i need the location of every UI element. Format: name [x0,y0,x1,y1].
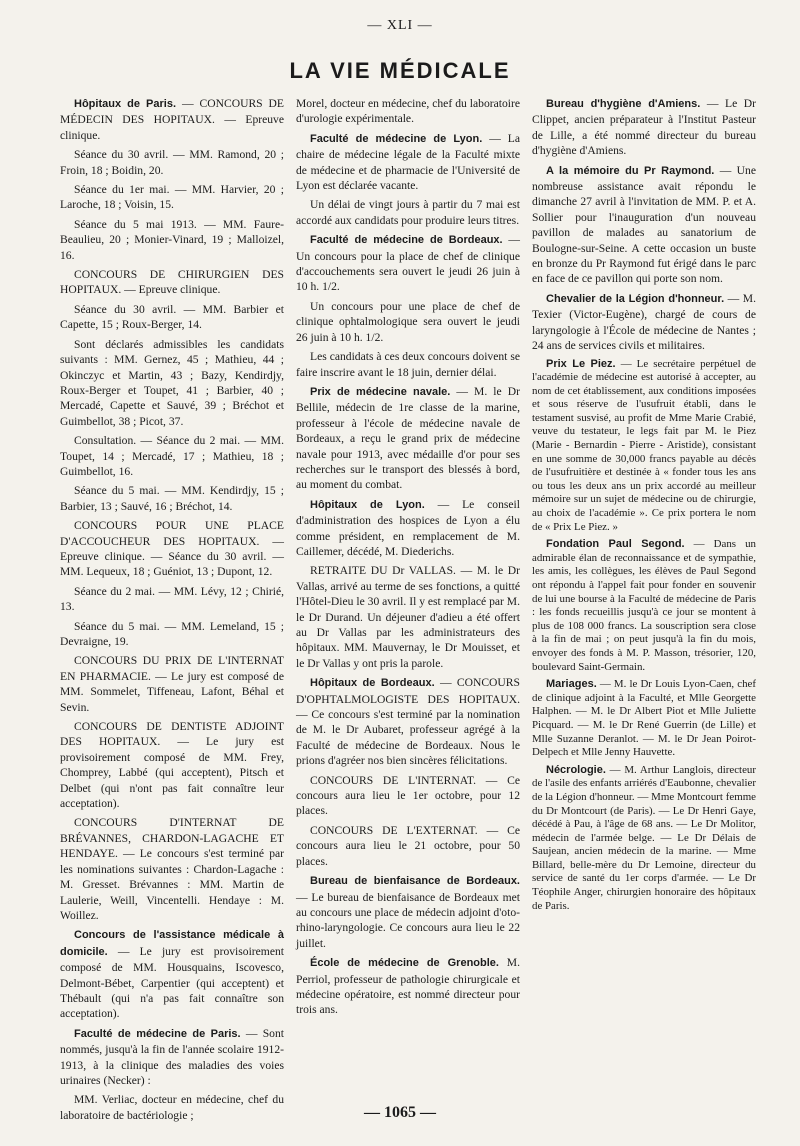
article-text: Un délai de vingt jours à partir du 7 mai est accordé aux candidats pour produire leurs titres. [296,198,520,227]
article-text: — Une nombreuse assistance avait répondu le dimanche 27 avril à l'invitation de MM. P. et A. Sollier pour l'inauguration d'un nouveau pavillon de malades au sanatorium de Boulogne-sur-Seine. A cette occasion un buste en bronze du Pr Raymond fut érigé dans le parc en face de ce pavillon qui porte son nom. [532,163,756,286]
article-text: CONCOURS DU PRIX DE L'INTERNAT EN PHARMACIE. — Le jury est composé de MM. Sommelet, Tiffeneau, Lafont, Béhal et Sevin. [60,654,284,714]
article-heading: A la mémoire du Pr Raymond. [546,164,715,177]
article-heading: Prix Le Piez. [546,357,616,370]
article-text: CONCOURS DE L'INTERNAT. — Ce concours aura lieu le 1er octobre, pour 12 places. [296,773,520,818]
article-paragraph [296,773,520,819]
article-paragraph [60,1026,284,1089]
page-header: — XLI — [367,18,433,33]
article-text: — M. Texier (Victor-Eugène), chargé de cours de laryngologie à l'École de médecine de Nantes ; 24 ans de services civils et militaires. [532,291,756,353]
article-heading: Faculté de médecine de Lyon. [310,132,483,145]
article-text: — M. le Dr Louis Lyon-Caen, chef de clinique adjoint à la Faculté, et Mlle Georgette Halphen. — M. le Dr Albert Piot et Mlle Juliette Picquard. — M. le Dr René Guerrin (de Lille) et Mlle Suzanne Deranlot. — M. le Dr Jean Poirot-Delpech et Mlle Jenny Hauvette. [532,678,756,759]
article-text: CONCOURS DE DENTISTE ADJOINT DES HOPITAUX. — Le jury est provisoirement composé de MM. Frey, Chomprey, Labbé (qui acceptent), Pitsch et Delbet (qui n'ont pas fait connaître leur acceptation). [60,720,284,811]
article-text: — M. le Dr Bellile, médecin de 1re classe de la marine, professeur à l'école de médecine navale de Bordeaux, a reçu le grand prix de médecine navale pour 1913, avec médaille d'or pour ses recherches sur le transport des blessés à bord, au moment du combat. [296,384,520,492]
article-text: — Le jury est provisoirement composé de MM. Housquains, Iscovesco, Delmont-Bébet, Carpentier (qui acceptent) et Thébault (qui n'a pas fait connaître son acceptation). [60,944,284,1021]
article-text: Consultation. — Séance du 2 mai. — MM. Toupet, 14 ; Mercadé, 17 ; Mathieu, 18 ; Guimbellot, 16. [60,434,284,478]
article-paragraph [296,823,520,869]
article-heading: Hôpitaux de Bordeaux. [310,677,435,690]
article-paragraph [60,337,284,429]
article-paragraph [60,815,284,923]
article-heading: Chevalier de la Légion d'honneur. [546,292,725,305]
article-paragraph [296,197,520,228]
article-paragraph [60,302,284,333]
article-paragraph [60,182,284,213]
article-paragraph [532,358,756,535]
article-heading: Mariages. [546,678,597,691]
article-heading: École de médecine de Grenoble. [310,957,499,970]
article-paragraph [532,291,756,354]
article-text: Séance du 30 avril. — MM. Ramond, 20 ; Froin, 18 ; Boidin, 20. [60,148,284,177]
article-text: CONCOURS DE L'EXTERNAT. — Ce concours aura lieu le 21 octobre, pour 50 places. [296,823,520,868]
article-heading: Fondation Paul Segond. [546,538,685,551]
article-paragraph [532,163,756,287]
article-paragraph [60,483,284,514]
article-paragraph [296,131,520,194]
article-heading: Hôpitaux de Lyon. [310,498,425,511]
article-text: Séance du 5 mai. — MM. Kendirdjy, 15 ; Barbier, 13 ; Sauvé, 16 ; Bréchot, 14. [60,484,284,513]
article-paragraph [296,563,520,671]
article-paragraph [296,384,520,493]
article-text: Les candidats à ces deux concours doivent se faire inscrire avant le 18 juin, dernier délai. [296,350,520,379]
article-heading: Hôpitaux de Paris. [74,98,177,110]
article-heading: Prix de médecine navale. [310,385,451,398]
article-paragraph [60,147,284,178]
article-text: — CONCOURS DE MÉDECIN DES HOPITAUX. — Epreuve clinique. [60,97,285,142]
article-text: RETRAITE DU Dr VALLAS. — M. le Dr Vallas, arrivé au terme de ses fonctions, a quitté l'Hôtel-Dieu le 30 avril. Il y est remplacé par M. le Dr Durand. Un déjeuner d'adieu a été offert au Dr Vallas par les administrateurs des hôpitaux. MM. Mauvernay, le Dr Mouisset, et le Dr Vallas y ont pris la parole. [296,564,520,670]
article-text: Sont déclarés admissibles les candidats suivants : MM. Gernez, 45 ; Mathieu, 44 ; Okinczyc et Martin, 43 ; Bazy, Kendirdjy, Roux-Berger et Toupet, 41 ; Barbier, 40 ; Mercadé, Capette et Sauvé, 39 ; Bréchot et Guimbellot, 38 ; Picot, 37. [60,337,284,428]
article-text: CONCOURS D'INTERNAT DE BRÉVANNES, CHARDON-LAGACHE ET HENDAYE. — Le concours s'est terminé par les nominations suivantes : Chardon-Lagache : M. Gresset. Brévannes : MM. Martin de Laulerie, Weill, Vincentelli. Hendaye : M. Woillez. [60,816,284,922]
article-text: — M. Arthur Langlois, directeur de l'asile des enfants arriérés d'Eaubonne, chevalier de la Légion d'honneur. — Mme Montcourt femme du Dr Montcourt (de Paris). — Le Dr Henri Gaye, décédé à Pau, à l'âge de 68 ans. — Le Dr Molitor, médecin de l'armée belge. — Le Dr Délais de Saujean, ancien médecin de la marine. — Mme Billard, belle-mère du Dr Lemoine, directeur du service de santé du 1er corps d'armée. — Le Dr Téophile Anger, chirurgien honoraire des hôpitaux de Paris. [532,763,756,912]
article-text: — Le conseil d'administration des hospices de Lyon a élu comme président, en remplacement de M. Caillemer, décédé, M. Diederichs. [296,497,520,558]
article-paragraph [60,267,284,298]
article-paragraph [296,232,520,295]
page-number: — 1065 — [364,1104,436,1121]
article-paragraph [296,349,520,380]
article-paragraph [532,678,756,760]
article-heading: Faculté de médecine de Paris. [74,1027,241,1040]
article-paragraph [60,433,284,479]
article-text: Un concours pour une place de chef de clinique ophtalmologique sera ouvert le jeudi 26 juin à 10 h. 1/2. [296,299,520,344]
article-heading: Faculté de médecine de Bordeaux. [310,234,503,247]
article-text: Morel, docteur en médecine, chef du laboratoire d'urologie expérimentale. [296,97,520,126]
article-heading: Concours de l'assistance médicale à domicile. [60,929,284,958]
article-heading: Bureau de bienfaisance de Bordeaux. [310,875,520,888]
article-paragraph [296,299,520,345]
column-1 [60,96,285,1122]
article-paragraph [296,955,520,1018]
page-title: LA VIE MÉDICALE [289,58,511,83]
article-text: CONCOURS POUR UNE PLACE D'ACCOUCHEUR DES HOPITAUX. — Epreuve clinique. — Séance du 30 avril. — MM. Lequeux, 18 ; Guéniot, 13 ; Dupont, 12. [60,519,284,579]
article-paragraph [60,619,284,650]
article-text: — Le Dr Clippet, ancien préparateur à l'Institut Pasteur de Lille, a été nommé directeur du bureau d'hygiène d'Amiens. [532,97,757,158]
article-text: CONCOURS DE CHIRURGIEN DES HOPITAUX. — Epreuve clinique. [60,268,284,297]
article-text: — CONCOURS D'OPHTALMOLOGISTE DES HOPITAUX. — Ce concours s'est terminé par la nomination de M. le Dr Aubaret, professeur agrégé à la Faculté de médecine de Bordeaux. Nous le prions d'agréer nos bien sincères félicitations. [296,676,520,768]
article-paragraph [532,538,756,674]
article-paragraph [296,96,520,127]
article-paragraph [60,217,284,263]
article-heading: Nécrologie. [546,763,606,776]
article-text: M. Perriol, professeur de pathologie chirurgicale et médecine opératoire, est nommé directeur pour trois ans. [296,956,520,1017]
article-paragraph [60,96,284,143]
article-text: — Dans un admirable élan de reconnaissance et de sympathie, les amis, les collègues, les élèves de Paul Segond ont répondu à l'appel fait pour fonder en souvenir de lui une bourse à la Faculté de médecine de Paris : les fonds recueillis jusqu'à ce jour se montent à plus de 108 000 francs. La souscription sera close à la fin de mai ; on peut jusqu'à la fin du mois, envoyer des fonds à M. P. Masson, trésorier, 120, boulevard Saint-Germain. [532,538,756,673]
article-paragraph [296,497,520,560]
article-paragraph [60,927,284,1021]
article-paragraph [60,719,284,811]
article-paragraph [532,96,756,159]
article-paragraph [60,584,284,615]
article-text: — Un concours pour la place de chef de clinique d'accouchements sera ouvert le jeudi 26 juin à 10 h. 1/2. [296,233,520,294]
article-paragraph [60,518,284,580]
article-text: Séance du 2 mai. — MM. Lévy, 12 ; Chirié, 13. [60,584,284,614]
article-text: Séance du 5 mai. — MM. Lemeland, 15 ; Devraigne, 19. [60,619,284,648]
article-text: Séance du 5 mai 1913. — MM. Faure-Beaulieu, 20 ; Monier-Vinard, 19 ; Malloizel, 16. [60,217,284,262]
article-text: MM. Verliac, docteur en médecine, chef du laboratoire de bactériologie ; [60,1093,284,1122]
article-paragraph [296,873,520,951]
article-paragraph [60,653,284,715]
article-paragraph [532,764,756,914]
article-text: Séance du 30 avril. — MM. Barbier et Capette, 15 ; Roux-Berger, 14. [60,302,284,332]
column-2 [296,96,520,1096]
article-text: — Le bureau de bienfaisance de Bordeaux met au concours une place de médecin adjoint d'oto-rhino-laryngologie. Ce concours aura lieu le 22 juillet. [296,890,520,950]
article-text: Séance du 1er mai. — MM. Harvier, 20 ; Laroche, 18 ; Voisin, 15. [60,183,284,212]
column-3 [532,96,756,1096]
article-heading: Bureau d'hygiène d'Amiens. [546,98,701,110]
article-text: — La chaire de médecine légale de la Faculté mixte de médecine et de pharmacie de l'Université de Lyon est déclarée vacante. [296,131,520,193]
article-paragraph [296,675,520,768]
article-text: — Le secrétaire perpétuel de l'académie de médecine est autorisé à accepter, au nom de cet établissement, aux conditions imposées et sous réserve de l'usufruit établi, dans le testament susvisé, au profit de Mme Marie Crabié, veuve du testateur, le legs fait par M. le Piez (Marie - Bernardin - Pierre - Aristide), consistant en une somme de 30,000 francs payable au décès de l'usufruitière et destinée à « fonder tous les ans ou tous les deux ans un prix accordé au meilleur mémoire sur un sujet de médecine ou de chirurgie, au choix de l'académie ». Ce prix portera le nom de « Prix Le Piez. » [532,357,756,533]
article-text: — Sont nommés, jusqu'à la fin de l'année scolaire 1912-1913, à la clinique des maladies des voies urinaires (Necker) : [60,1026,284,1087]
